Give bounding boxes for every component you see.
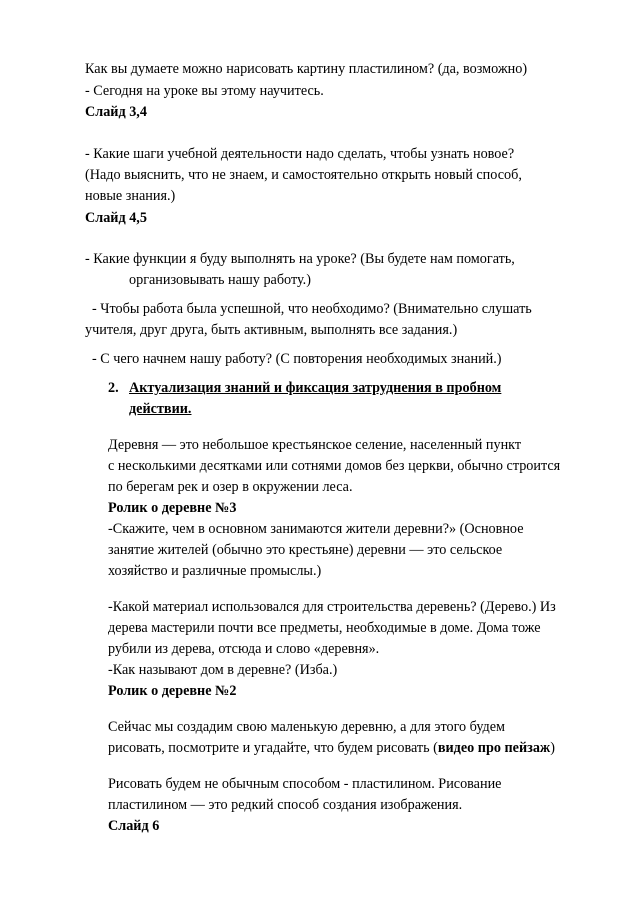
text-line: организовывать нашу работу.) [129, 272, 311, 288]
section-heading: действии. [129, 401, 192, 417]
text-line: Сейчас мы создадим свою маленькую деревню, а для этого будем [108, 719, 506, 735]
text-line: с несколькими десятками или сотнями домов без церкви, обычно строится [108, 458, 561, 474]
slide-heading: Слайд 4,5 [85, 210, 147, 226]
text-line: - С чего начнем нашу работу? (С повторения необходимых знаний.) [92, 351, 502, 367]
text-segment: рисовать, посмотрите и угадайте, что будем рисовать ( [108, 740, 438, 756]
text-line: пластилином — это редкий способ создания изображения. [108, 797, 463, 813]
text-line: учителя, друг друга, быть активным, выполнять все задания.) [85, 322, 458, 338]
text-line: -Какой материал использовался для строительства деревень? (Дерево.) Из [108, 599, 556, 615]
text-line: - Какие функции я буду выполнять на уроке? (Вы будете нам помогать, [85, 251, 515, 267]
text-line: новые знания.) [85, 188, 176, 204]
text-line: (Надо выяснить, что не знаем, и самостоятельно открыть новый способ, [85, 167, 522, 183]
text-line: Деревня — это небольшое крестьянское селение, населенный пункт [108, 437, 522, 453]
text-line: дерева мастерили почти все предметы, необходимые в доме. Дома тоже [108, 620, 541, 636]
text-segment: ) [550, 740, 555, 756]
list-number: 2. [108, 380, 119, 396]
text-line: занятие жителей (обычно это крестьяне) деревни — это сельское [108, 542, 503, 558]
text-line: по берегам рек и озер в окружении леса. [108, 479, 353, 495]
bold-text-segment: видео про пейзаж [437, 740, 551, 756]
text-line: - Какие шаги учебной деятельности надо сделать, чтобы узнать новое? [85, 146, 515, 162]
video-heading: Ролик о деревне №3 [108, 500, 237, 516]
text-line: -Скажите, чем в основном занимаются жители деревни?» (Основное [108, 521, 524, 537]
text-line [108, 739, 555, 757]
slide-heading: Слайд 6 [108, 818, 160, 834]
text-line: Как вы думаете можно нарисовать картину пластилином? (да, возможно) [85, 61, 528, 77]
text-line: - Сегодня на уроке вы этому научитесь. [85, 83, 324, 99]
slide-heading: Слайд 3,4 [85, 104, 147, 120]
text-line: Рисовать будем не обычным способом - пластилином. Рисование [108, 776, 502, 792]
text-line: рубили из дерева, отсюда и слово «деревня». [108, 641, 380, 657]
video-heading: Ролик о деревне №2 [108, 683, 237, 699]
section-heading: Актуализация знаний и фиксация затруднения в пробном [129, 380, 502, 396]
text-line: хозяйство и различные промыслы.) [108, 563, 322, 579]
text-line: -Как называют дом в деревне? (Изба.) [108, 662, 338, 678]
text-line: - Чтобы работа была успешной, что необходимо? (Внимательно слушать [92, 301, 532, 317]
